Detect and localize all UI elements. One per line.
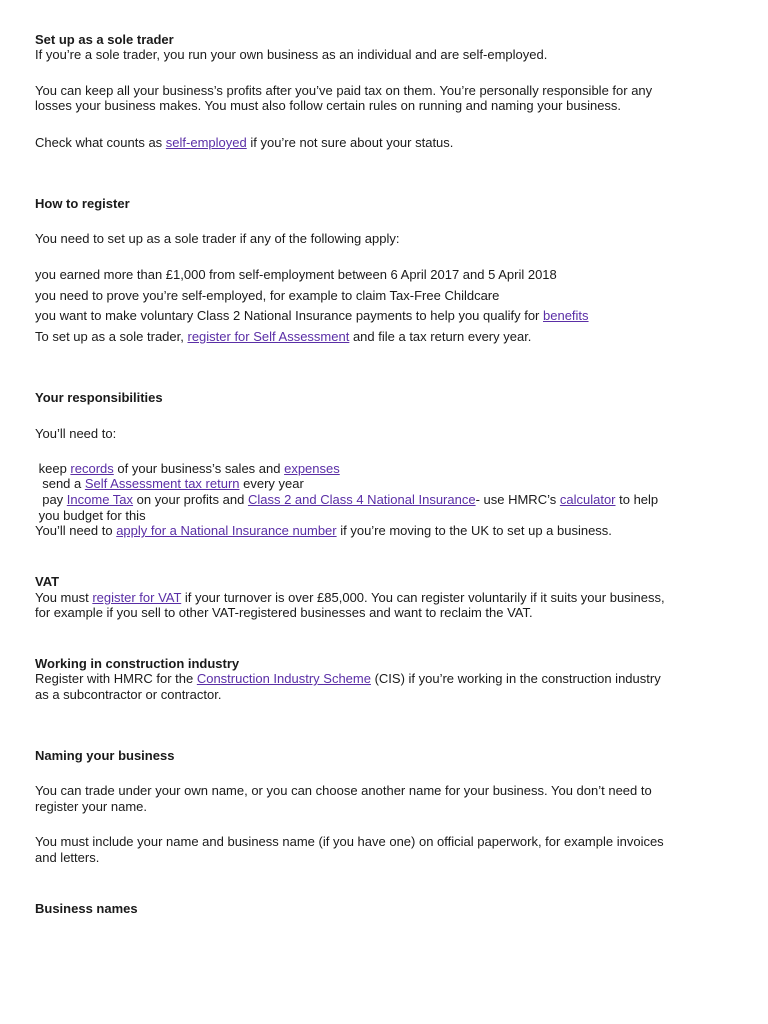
- construction-heading: Working in construction industry: [35, 656, 240, 671]
- ni-number-line: [35, 523, 612, 539]
- check-status-pre: Check what counts as: [35, 135, 166, 150]
- naming-heading: Naming your business: [35, 748, 175, 763]
- check-status-line: [35, 135, 453, 151]
- send-post: every year: [239, 476, 304, 491]
- setup-pre: To set up as a sole trader,: [35, 329, 188, 344]
- pay-pre: pay: [35, 492, 67, 507]
- keep-mid: of your business’s sales and: [113, 461, 285, 476]
- expenses-link[interactable]: expenses: [284, 461, 340, 476]
- pay-mid2: - use HMRC’s: [475, 492, 560, 507]
- setup-line: [35, 329, 531, 345]
- construction-pre: Register with HMRC for the: [35, 671, 197, 686]
- vat-line-2: for example if you sell to other VAT-registered businesses and want to reclaim the VAT.: [35, 605, 533, 620]
- register-item-prove: you need to prove you’re self-employed, for example to claim Tax-Free Childcare: [35, 288, 500, 303]
- construction-line-1: [35, 671, 661, 687]
- national-insurance-link[interactable]: Class 2 and Class 4 National Insurance: [247, 492, 476, 507]
- cis-link[interactable]: Construction Industry Scheme: [196, 671, 371, 686]
- how-to-register-heading: How to register: [35, 196, 130, 211]
- vat-heading: VAT: [35, 574, 60, 589]
- apply-ni-number-link[interactable]: apply for a National Insurance number: [116, 523, 337, 538]
- ni-post: if you’re moving to the UK to set up a business.: [336, 523, 612, 538]
- setup-post: and file a tax return every year.: [349, 329, 532, 344]
- responsibilities-intro: You’ll need to:: [35, 426, 117, 441]
- vat-pre: You must: [35, 590, 93, 605]
- check-status-post: if you’re not sure about your status.: [246, 135, 454, 150]
- send-pre: send a: [35, 476, 85, 491]
- benefits-link[interactable]: benefits: [543, 308, 589, 323]
- pay-tax-continuation: you budget for this: [35, 508, 146, 523]
- self-employed-link[interactable]: self-employed: [165, 135, 247, 150]
- vat-post: if your turnover is over £85,000. You can register voluntarily if it suits your business,: [181, 590, 665, 605]
- ni-pre: You’ll need to: [35, 523, 117, 538]
- naming-p1-line-1: You can trade under your own name, or you can choose another name for your business. You don’t need to: [35, 783, 652, 798]
- income-tax-link[interactable]: Income Tax: [66, 492, 134, 507]
- send-return-line: [35, 476, 304, 492]
- responsibilities-heading: Your responsibilities: [35, 390, 163, 405]
- register-item-voluntary: [35, 308, 589, 324]
- self-assessment-return-link[interactable]: Self Assessment tax return: [84, 476, 240, 491]
- voluntary-text: you want to make voluntary Class 2 National Insurance payments to help you qualify for: [35, 308, 543, 323]
- construction-line-2: as a subcontractor or contractor.: [35, 687, 222, 702]
- pay-post: to help: [615, 492, 659, 507]
- profits-line-2: losses your business makes. You must also follow certain rules on running and naming your business.: [35, 98, 622, 113]
- naming-p2-line-1: You must include your name and business name (if you have one) on official paperwork, for example invoices: [35, 834, 664, 849]
- sole-trader-intro: If you’re a sole trader, you run your own business as an individual and are self-employed.: [35, 47, 548, 62]
- calculator-link[interactable]: calculator: [559, 492, 616, 507]
- naming-p2-line-2: and letters.: [35, 850, 100, 865]
- vat-line-1: [35, 590, 665, 606]
- register-item-earnings: you earned more than £1,000 from self-employment between 6 April 2017 and 5 April 2018: [35, 267, 557, 282]
- naming-p1-line-2: register your name.: [35, 799, 147, 814]
- construction-post: (CIS) if you’re working in the construction industry: [370, 671, 661, 686]
- keep-records-line: [35, 461, 340, 477]
- keep-pre: keep: [35, 461, 71, 476]
- pay-mid: on your profits and: [133, 492, 248, 507]
- pay-tax-line: [35, 492, 658, 508]
- profits-line-1: You can keep all your business’s profits after you’ve paid tax on them. You’re personally responsible for any: [35, 83, 653, 98]
- business-names-heading: Business names: [35, 901, 138, 916]
- records-link[interactable]: records: [70, 461, 114, 476]
- register-for-vat-link[interactable]: register for VAT: [92, 590, 182, 605]
- register-self-assessment-link[interactable]: register for Self Assessment: [187, 329, 350, 344]
- register-intro: You need to set up as a sole trader if any of the following apply:: [35, 231, 400, 246]
- sole-trader-heading: Set up as a sole trader: [35, 32, 174, 47]
